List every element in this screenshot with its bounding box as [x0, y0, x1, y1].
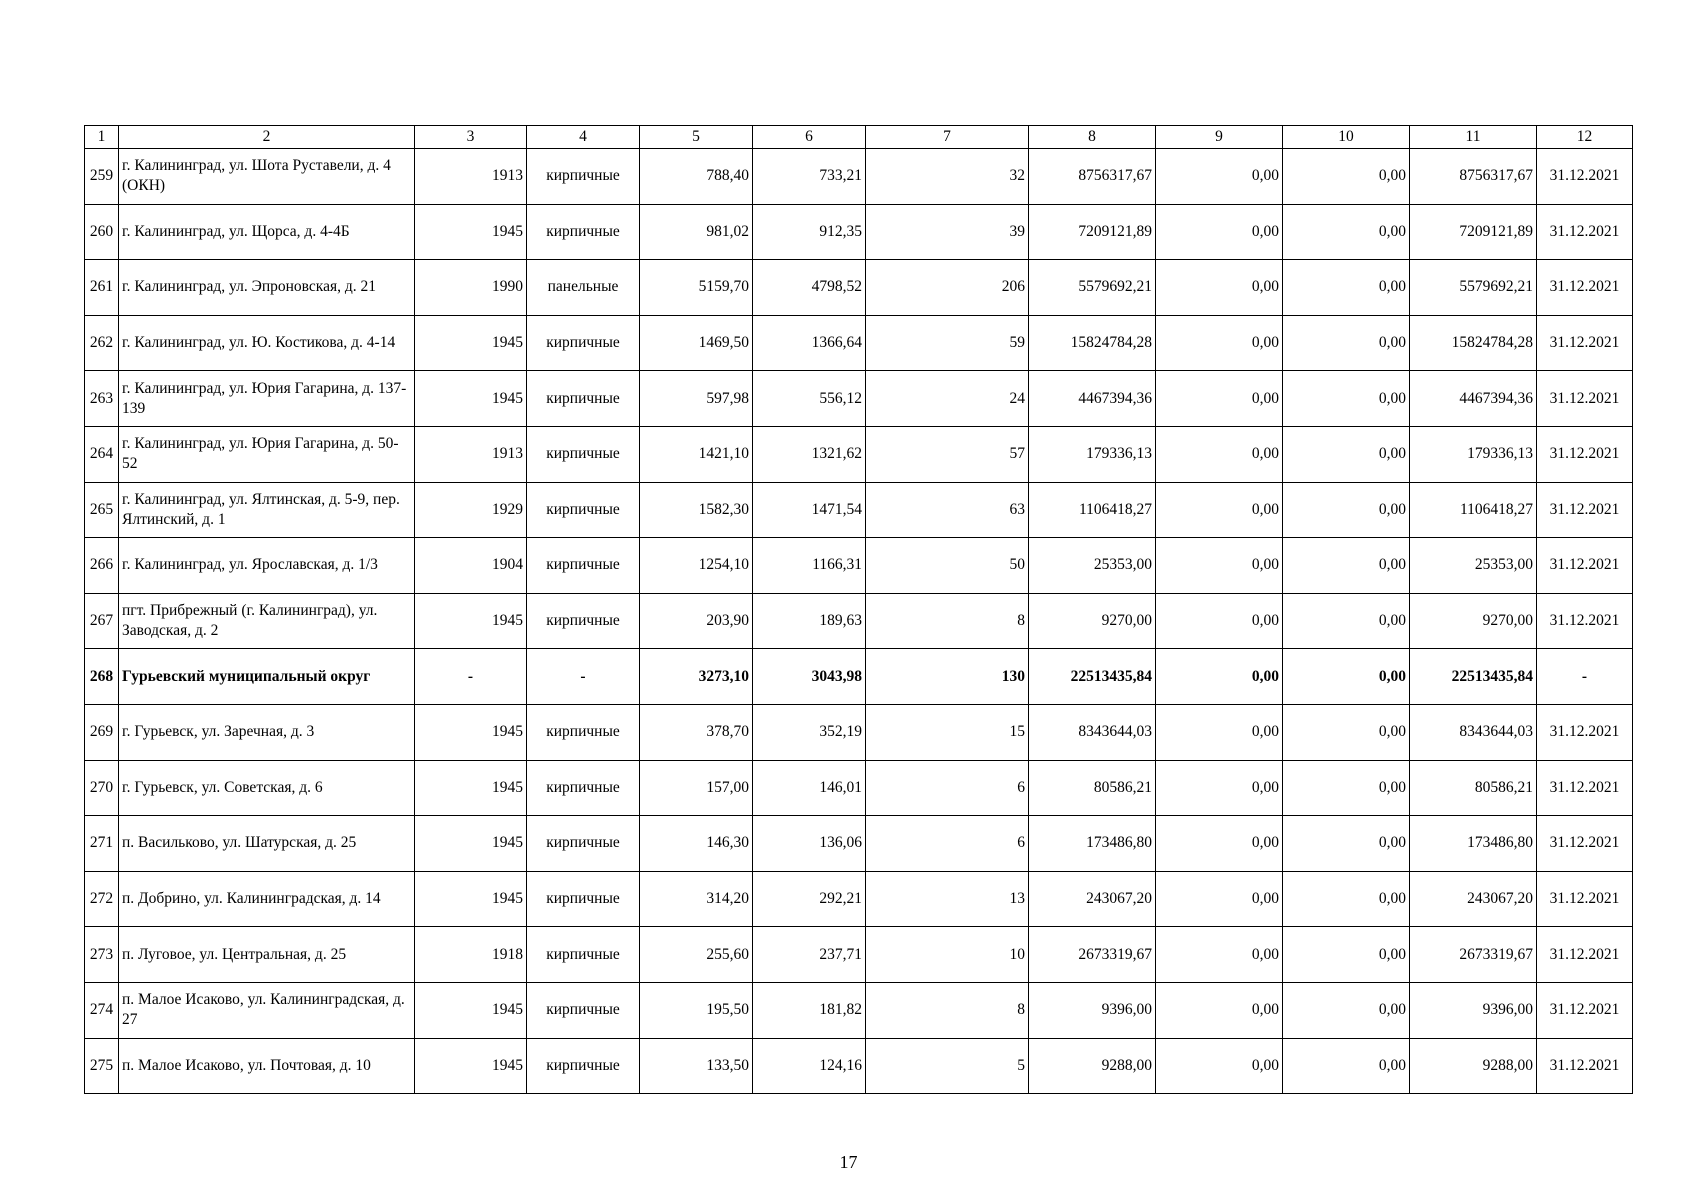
address-cell: г. Калининград, ул. Ю. Костикова, д. 4-14 [119, 315, 415, 371]
column-7-cell: 10 [866, 927, 1029, 983]
column-7-cell: 6 [866, 760, 1029, 816]
column-10-cell: 0,00 [1283, 371, 1410, 427]
column-5-cell: 981,02 [640, 204, 753, 260]
row-number: 265 [85, 482, 119, 538]
year-built-cell: 1945 [415, 204, 527, 260]
column-8-cell: 9270,00 [1029, 593, 1156, 649]
column-number: 4 [527, 126, 640, 149]
column-9-cell: 0,00 [1156, 371, 1283, 427]
column-5-cell: 5159,70 [640, 260, 753, 316]
year-built-cell: 1945 [415, 593, 527, 649]
column-9-cell: 0,00 [1156, 649, 1283, 705]
year-built-cell: 1945 [415, 315, 527, 371]
column-8-cell: 243067,20 [1029, 871, 1156, 927]
column-5-cell: 195,50 [640, 982, 753, 1038]
column-5-cell: 157,00 [640, 760, 753, 816]
column-number: 10 [1283, 126, 1410, 149]
deadline-date-cell: 31.12.2021 [1537, 426, 1633, 482]
address-cell: Гурьевский муниципальный округ [119, 649, 415, 705]
column-8-cell: 9288,00 [1029, 1038, 1156, 1094]
table-row [85, 315, 1633, 371]
year-built-cell: 1945 [415, 1038, 527, 1094]
year-built-cell: 1918 [415, 927, 527, 983]
column-7-cell: 8 [866, 593, 1029, 649]
wall-material-cell: кирпичные [527, 982, 640, 1038]
column-5-cell: 1254,10 [640, 538, 753, 594]
column-9-cell: 0,00 [1156, 593, 1283, 649]
column-number: 5 [640, 126, 753, 149]
column-6-cell: 237,71 [753, 927, 866, 983]
column-10-cell: 0,00 [1283, 482, 1410, 538]
column-number: 9 [1156, 126, 1283, 149]
column-8-cell: 5579692,21 [1029, 260, 1156, 316]
column-10-cell: 0,00 [1283, 426, 1410, 482]
column-11-cell: 8756317,67 [1410, 149, 1537, 205]
row-number: 260 [85, 204, 119, 260]
column-10-cell: 0,00 [1283, 204, 1410, 260]
column-9-cell: 0,00 [1156, 982, 1283, 1038]
column-9-cell: 0,00 [1156, 538, 1283, 594]
row-number: 273 [85, 927, 119, 983]
column-9-cell: 0,00 [1156, 760, 1283, 816]
column-5-cell: 146,30 [640, 816, 753, 872]
column-number: 8 [1029, 126, 1156, 149]
column-9-cell: 0,00 [1156, 482, 1283, 538]
column-10-cell: 0,00 [1283, 871, 1410, 927]
column-6-cell: 124,16 [753, 1038, 866, 1094]
deadline-date-cell: 31.12.2021 [1537, 816, 1633, 872]
column-5-cell: 133,50 [640, 1038, 753, 1094]
column-6-cell: 556,12 [753, 371, 866, 427]
column-6-cell: 189,63 [753, 593, 866, 649]
deadline-date-cell: 31.12.2021 [1537, 760, 1633, 816]
column-5-cell: 203,90 [640, 593, 753, 649]
row-number: 268 [85, 649, 119, 705]
row-number: 261 [85, 260, 119, 316]
deadline-date-cell: 31.12.2021 [1537, 871, 1633, 927]
column-5-cell: 788,40 [640, 149, 753, 205]
column-number: 2 [119, 126, 415, 149]
wall-material-cell: кирпичные [527, 593, 640, 649]
deadline-date-cell: 31.12.2021 [1537, 982, 1633, 1038]
wall-material-cell: кирпичные [527, 1038, 640, 1094]
column-6-cell: 136,06 [753, 816, 866, 872]
year-built-cell: 1913 [415, 426, 527, 482]
table-row [85, 704, 1633, 760]
column-7-cell: 5 [866, 1038, 1029, 1094]
year-built-cell: 1945 [415, 704, 527, 760]
row-number: 274 [85, 982, 119, 1038]
column-5-cell: 314,20 [640, 871, 753, 927]
column-number: 6 [753, 126, 866, 149]
column-7-cell: 24 [866, 371, 1029, 427]
column-7-cell: 50 [866, 538, 1029, 594]
column-5-cell: 1421,10 [640, 426, 753, 482]
table-row [85, 204, 1633, 260]
address-cell: г. Калининград, ул. Юрия Гагарина, д. 50-52 [119, 426, 415, 482]
column-5-cell: 378,70 [640, 704, 753, 760]
wall-material-cell: кирпичные [527, 371, 640, 427]
column-8-cell: 8756317,67 [1029, 149, 1156, 205]
table-row [85, 982, 1633, 1038]
wall-material-cell: кирпичные [527, 871, 640, 927]
wall-material-cell: кирпичные [527, 426, 640, 482]
address-cell: п. Малое Исаково, ул. Почтовая, д. 10 [119, 1038, 415, 1094]
table-row [85, 538, 1633, 594]
year-built-cell: - [415, 649, 527, 705]
column-11-cell: 1106418,27 [1410, 482, 1537, 538]
column-6-cell: 1321,62 [753, 426, 866, 482]
year-built-cell: 1945 [415, 982, 527, 1038]
wall-material-cell: кирпичные [527, 704, 640, 760]
column-10-cell: 0,00 [1283, 704, 1410, 760]
column-9-cell: 0,00 [1156, 871, 1283, 927]
column-5-cell: 1582,30 [640, 482, 753, 538]
year-built-cell: 1945 [415, 760, 527, 816]
column-6-cell: 146,01 [753, 760, 866, 816]
table-row [85, 593, 1633, 649]
column-8-cell: 15824784,28 [1029, 315, 1156, 371]
address-cell: г. Гурьевск, ул. Заречная, д. 3 [119, 704, 415, 760]
wall-material-cell: кирпичные [527, 927, 640, 983]
column-10-cell: 0,00 [1283, 816, 1410, 872]
column-8-cell: 1106418,27 [1029, 482, 1156, 538]
row-number: 275 [85, 1038, 119, 1094]
column-9-cell: 0,00 [1156, 927, 1283, 983]
address-cell: г. Калининград, ул. Юрия Гагарина, д. 137-139 [119, 371, 415, 427]
deadline-date-cell: 31.12.2021 [1537, 204, 1633, 260]
column-9-cell: 0,00 [1156, 1038, 1283, 1094]
column-7-cell: 130 [866, 649, 1029, 705]
column-6-cell: 181,82 [753, 982, 866, 1038]
year-built-cell: 1904 [415, 538, 527, 594]
deadline-date-cell: 31.12.2021 [1537, 149, 1633, 205]
row-number: 262 [85, 315, 119, 371]
address-cell: г. Гурьевск, ул. Советская, д. 6 [119, 760, 415, 816]
column-11-cell: 22513435,84 [1410, 649, 1537, 705]
column-11-cell: 9396,00 [1410, 982, 1537, 1038]
column-7-cell: 206 [866, 260, 1029, 316]
header-row [85, 126, 1633, 149]
column-6-cell: 912,35 [753, 204, 866, 260]
column-number: 11 [1410, 126, 1537, 149]
table-row [85, 371, 1633, 427]
wall-material-cell: кирпичные [527, 816, 640, 872]
column-10-cell: 0,00 [1283, 760, 1410, 816]
column-11-cell: 80586,21 [1410, 760, 1537, 816]
deadline-date-cell: 31.12.2021 [1537, 315, 1633, 371]
column-number: 12 [1537, 126, 1633, 149]
column-11-cell: 15824784,28 [1410, 315, 1537, 371]
column-7-cell: 39 [866, 204, 1029, 260]
row-number: 270 [85, 760, 119, 816]
column-8-cell: 80586,21 [1029, 760, 1156, 816]
column-7-cell: 8 [866, 982, 1029, 1038]
deadline-date-cell: - [1537, 649, 1633, 705]
page-number: 17 [839, 1152, 858, 1172]
column-9-cell: 0,00 [1156, 704, 1283, 760]
deadline-date-cell: 31.12.2021 [1537, 538, 1633, 594]
wall-material-cell: кирпичные [527, 149, 640, 205]
deadline-date-cell: 31.12.2021 [1537, 927, 1633, 983]
column-10-cell: 0,00 [1283, 1038, 1410, 1094]
column-11-cell: 9270,00 [1410, 593, 1537, 649]
year-built-cell: 1945 [415, 371, 527, 427]
column-5-cell: 3273,10 [640, 649, 753, 705]
address-cell: г. Калининград, ул. Ялтинская, д. 5-9, пер. Ялтинский, д. 1 [119, 482, 415, 538]
address-cell: пгт. Прибрежный (г. Калининград), ул. Заводская, д. 2 [119, 593, 415, 649]
table-row [85, 260, 1633, 316]
year-built-cell: 1990 [415, 260, 527, 316]
column-11-cell: 8343644,03 [1410, 704, 1537, 760]
column-number: 1 [85, 126, 119, 149]
row-number: 264 [85, 426, 119, 482]
column-11-cell: 9288,00 [1410, 1038, 1537, 1094]
column-5-cell: 1469,50 [640, 315, 753, 371]
row-number: 259 [85, 149, 119, 205]
address-cell: п. Добрино, ул. Калининградская, д. 14 [119, 871, 415, 927]
column-9-cell: 0,00 [1156, 315, 1283, 371]
column-11-cell: 7209121,89 [1410, 204, 1537, 260]
column-7-cell: 15 [866, 704, 1029, 760]
column-7-cell: 6 [866, 816, 1029, 872]
column-11-cell: 4467394,36 [1410, 371, 1537, 427]
column-7-cell: 57 [866, 426, 1029, 482]
table-row [85, 1038, 1633, 1094]
column-9-cell: 0,00 [1156, 204, 1283, 260]
column-9-cell: 0,00 [1156, 149, 1283, 205]
column-11-cell: 5579692,21 [1410, 260, 1537, 316]
deadline-date-cell: 31.12.2021 [1537, 482, 1633, 538]
housing-registry-table [84, 125, 1633, 1094]
column-10-cell: 0,00 [1283, 982, 1410, 1038]
wall-material-cell: панельные [527, 260, 640, 316]
table-row [85, 149, 1633, 205]
deadline-date-cell: 31.12.2021 [1537, 1038, 1633, 1094]
column-number: 7 [866, 126, 1029, 149]
table-row [85, 927, 1633, 983]
column-10-cell: 0,00 [1283, 593, 1410, 649]
column-8-cell: 179336,13 [1029, 426, 1156, 482]
column-9-cell: 0,00 [1156, 426, 1283, 482]
address-cell: г. Калининград, ул. Шота Руставели, д. 4 (ОКН) [119, 149, 415, 205]
column-number: 3 [415, 126, 527, 149]
year-built-cell: 1945 [415, 871, 527, 927]
deadline-date-cell: 31.12.2021 [1537, 704, 1633, 760]
column-5-cell: 597,98 [640, 371, 753, 427]
column-10-cell: 0,00 [1283, 260, 1410, 316]
address-cell: г. Калининград, ул. Эпроновская, д. 21 [119, 260, 415, 316]
column-8-cell: 173486,80 [1029, 816, 1156, 872]
column-6-cell: 1366,64 [753, 315, 866, 371]
row-number: 267 [85, 593, 119, 649]
wall-material-cell: кирпичные [527, 315, 640, 371]
table-row [85, 816, 1633, 872]
column-10-cell: 0,00 [1283, 538, 1410, 594]
column-8-cell: 25353,00 [1029, 538, 1156, 594]
year-built-cell: 1929 [415, 482, 527, 538]
column-11-cell: 2673319,67 [1410, 927, 1537, 983]
table-row [85, 482, 1633, 538]
address-cell: г. Калининград, ул. Ярославская, д. 1/3 [119, 538, 415, 594]
column-9-cell: 0,00 [1156, 260, 1283, 316]
address-cell: п. Малое Исаково, ул. Калининградская, д. 27 [119, 982, 415, 1038]
column-11-cell: 25353,00 [1410, 538, 1537, 594]
column-8-cell: 4467394,36 [1029, 371, 1156, 427]
wall-material-cell: кирпичные [527, 204, 640, 260]
column-6-cell: 1166,31 [753, 538, 866, 594]
column-9-cell: 0,00 [1156, 816, 1283, 872]
table-row [85, 760, 1633, 816]
address-cell: п. Луговое, ул. Центральная, д. 25 [119, 927, 415, 983]
column-8-cell: 7209121,89 [1029, 204, 1156, 260]
column-10-cell: 0,00 [1283, 649, 1410, 705]
table-body [85, 149, 1633, 1094]
table-row [85, 871, 1633, 927]
row-number: 269 [85, 704, 119, 760]
column-number-header [85, 126, 1633, 149]
column-7-cell: 13 [866, 871, 1029, 927]
wall-material-cell: кирпичные [527, 482, 640, 538]
column-8-cell: 2673319,67 [1029, 927, 1156, 983]
deadline-date-cell: 31.12.2021 [1537, 593, 1633, 649]
subtotal-row [85, 649, 1633, 705]
column-8-cell: 22513435,84 [1029, 649, 1156, 705]
year-built-cell: 1945 [415, 816, 527, 872]
address-cell: г. Калининград, ул. Щорса, д. 4-4Б [119, 204, 415, 260]
row-number: 272 [85, 871, 119, 927]
column-5-cell: 255,60 [640, 927, 753, 983]
row-number: 263 [85, 371, 119, 427]
wall-material-cell: кирпичные [527, 760, 640, 816]
wall-material-cell: кирпичные [527, 538, 640, 594]
column-6-cell: 733,21 [753, 149, 866, 205]
row-number: 266 [85, 538, 119, 594]
column-11-cell: 179336,13 [1410, 426, 1537, 482]
column-7-cell: 32 [866, 149, 1029, 205]
column-11-cell: 243067,20 [1410, 871, 1537, 927]
column-6-cell: 3043,98 [753, 649, 866, 705]
table-row [85, 426, 1633, 482]
column-11-cell: 173486,80 [1410, 816, 1537, 872]
wall-material-cell: - [527, 649, 640, 705]
address-cell: п. Васильково, ул. Шатурская, д. 25 [119, 816, 415, 872]
column-7-cell: 59 [866, 315, 1029, 371]
column-6-cell: 292,21 [753, 871, 866, 927]
deadline-date-cell: 31.12.2021 [1537, 371, 1633, 427]
column-7-cell: 63 [866, 482, 1029, 538]
column-6-cell: 4798,52 [753, 260, 866, 316]
column-8-cell: 8343644,03 [1029, 704, 1156, 760]
year-built-cell: 1913 [415, 149, 527, 205]
column-6-cell: 1471,54 [753, 482, 866, 538]
column-8-cell: 9396,00 [1029, 982, 1156, 1038]
column-10-cell: 0,00 [1283, 149, 1410, 205]
column-10-cell: 0,00 [1283, 315, 1410, 371]
deadline-date-cell: 31.12.2021 [1537, 260, 1633, 316]
column-10-cell: 0,00 [1283, 927, 1410, 983]
row-number: 271 [85, 816, 119, 872]
column-6-cell: 352,19 [753, 704, 866, 760]
